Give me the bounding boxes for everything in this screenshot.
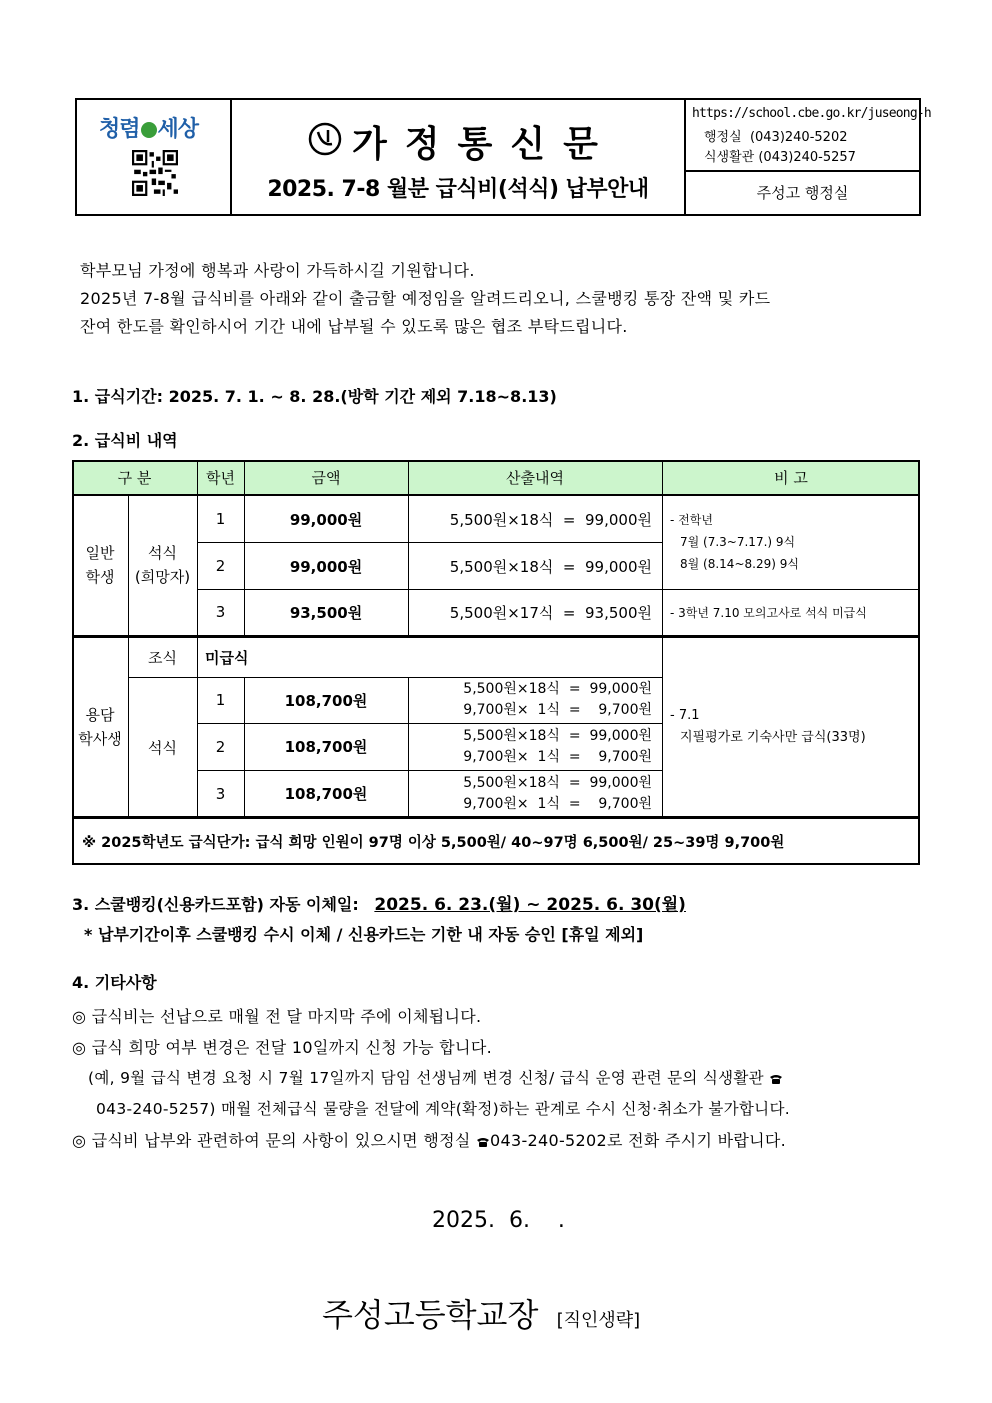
qr-code-icon[interactable]: [132, 150, 178, 196]
general-grade-1: 1: [215, 510, 226, 528]
general-calc-3: 5,500원×17식 = 93,500원: [449, 603, 652, 622]
section-4-item-2-sub-1: [88, 1066, 783, 1088]
dorm-students-label: 용담 학사생: [78, 706, 122, 748]
dorm-note: [662, 637, 920, 817]
dorm-grade-1: 1: [215, 691, 226, 709]
general-note-1-line-3: 8월 (8.14~8.29) 9식: [680, 557, 799, 571]
fee-table: [72, 460, 920, 865]
general-grade-3: 3: [215, 603, 226, 621]
section-4-item-1: ◎ 급식비는 선납으로 매월 전 달 마지막 주에 이체됩니다.: [72, 1007, 482, 1026]
header-box: [75, 98, 931, 216]
logo-text-right: 세상: [157, 116, 199, 142]
header-note: 비 고: [662, 460, 920, 495]
section-3-label: [72, 890, 686, 915]
contact-cell: [686, 100, 931, 172]
principal-signature: [322, 1290, 640, 1336]
dorm-breakfast-value: 미급식: [205, 648, 249, 667]
header-grade: 학년: [197, 460, 244, 495]
phone-icon: [769, 1074, 783, 1084]
intro-line-3: 잔여 한도를 확인하시어 기간 내에 납부될 수 있도록 많은 협조 부탁드립니다.: [80, 317, 628, 336]
title-cell: [232, 100, 686, 214]
dorm-amount-3: 108,700원: [284, 785, 368, 803]
section-3-note: * 납부기간이후 스쿨뱅킹 수시 이체 / 신용카드는 기한 내 자동 승인 [휴일 제외]: [84, 925, 644, 944]
logo-text-left: 청렴: [99, 116, 140, 142]
dorm-grade-2: 2: [215, 737, 226, 756]
section-4-item-2: ◎ 급식 희망 여부 변경은 전달 10일까지 신청 가능 합니다.: [72, 1038, 492, 1057]
dorm-dinner-label: 석식: [148, 738, 177, 757]
dorm-calc-3-line-2: 9,700원× 1식 = 9,700원: [463, 795, 652, 812]
general-amount-2: 99,000원: [289, 557, 363, 576]
dorm-calc-3-line-1: 5,500원×18식 = 99,000원: [463, 774, 652, 791]
intro-line-2: 2025년 7-8월 급식비를 아래와 같이 출금할 예정임을 알려드리오니, 스쿨뱅킹 통장 잔액 및 카드: [80, 289, 771, 308]
school-url-link[interactable]: https://school.cbe.go.kr/juseong-h: [692, 106, 931, 121]
office-phone: 행정실 (043)240-5202: [704, 130, 848, 145]
general-note-1-line-1: - 전학년: [670, 513, 713, 527]
principal-title: 주성고등학교장: [322, 1296, 539, 1334]
section-4-item-3: [72, 1128, 786, 1151]
dorm-amount-2: 108,700원: [284, 738, 368, 756]
seal-omitted: [직인생략]: [556, 1310, 641, 1331]
page-title: 가정통신문: [352, 124, 616, 165]
section-1-period: 1. 급식기간: 2025. 7. 1. ~ 8. 28.(방학 기간 제외 7.18~8.13): [72, 387, 557, 406]
auto-transfer-dates: 2025. 6. 23.(월) ~ 2025. 6. 30(월): [374, 895, 686, 915]
section-3-title: 3. 스쿨뱅킹(신용카드포함) 자동 이체일:: [72, 895, 359, 914]
dorm-note-line-1: - 7.1: [670, 708, 700, 723]
dorm-calc-2: [408, 723, 662, 770]
department-cell: 주성고 행정실: [756, 184, 849, 202]
section-4-item-2-sub-2: 043-240-5257) 매월 전체급식 물량을 전달에 계약(확정)하는 관계로 수시 신청·취소가 불가합니다.: [96, 1100, 790, 1118]
dorm-calc-1-line-2: 9,700원× 1식 = 9,700원: [463, 702, 652, 718]
general-dinner-label: 석식 (희망자): [134, 544, 191, 586]
logo-cell: [77, 100, 232, 214]
dorm-calc-2-line-1: 5,500원×18식 = 99,000원: [463, 727, 652, 744]
section-4-item-3-phone: 043-240-5202로 전화 주시기 바랍니다.: [490, 1131, 787, 1150]
general-calc-2: 5,500원×18식 = 99,000원: [449, 557, 652, 576]
dorm-amount-1: 108,700원: [284, 691, 368, 710]
dorm-grade-3: 3: [215, 784, 226, 803]
general-amount-1: 99,000원: [289, 510, 363, 529]
cafeteria-phone: 식생활관 (043)240-5257: [704, 150, 856, 165]
dorm-note-line-2: 지필평가로 기숙사만 급식(33명): [680, 730, 866, 745]
document-date: 2025. 6. .: [432, 1208, 565, 1233]
unit-price-footnote: ※ 2025학년도 급식단가: 급식 희망 인원이 97명 이상 5,500원/ 40~97명 6,500원/ 25~39명 9,700원: [82, 834, 785, 851]
section-4-title: 4. 기타사항: [72, 973, 157, 992]
school-emblem-icon: [308, 122, 342, 156]
general-calc-1: 5,500원×18식 = 99,000원: [449, 510, 652, 529]
dorm-calc-1: [408, 677, 662, 723]
intro-line-1: 학부모님 가정에 행복과 사랑이 가득하시길 기원합니다.: [80, 261, 475, 280]
logo-dot-icon: [141, 122, 157, 138]
phone-icon: [476, 1137, 490, 1147]
general-students-label: 일반 학생: [85, 544, 115, 586]
dorm-calc-1-line-1: 5,500원×18식 = 99,000원: [463, 681, 652, 697]
clean-world-logo: [99, 112, 198, 143]
section-2-title: 2. 급식비 내역: [72, 431, 178, 450]
header-calc: 산출내역: [408, 460, 662, 495]
page-subtitle: 2025. 7-8 월분 급식비(석식) 납부안내: [267, 177, 649, 202]
general-grade-2: 2: [215, 557, 226, 575]
dorm-calc-3: [408, 770, 662, 817]
general-note-1: [662, 495, 920, 589]
section-4-item-2-sub-1-text: (예, 9월 급식 변경 요청 시 7월 17일까지 담임 선생님께 변경 신청/ 급식 운영 관련 문의 식생활관: [88, 1069, 764, 1087]
header-amount: 금액: [244, 460, 408, 495]
section-4-item-3-text: ◎ 급식비 납부와 관련하여 문의 사항이 있으시면 행정실: [72, 1131, 471, 1150]
dorm-calc-2-line-2: 9,700원× 1식 = 9,700원: [463, 748, 652, 765]
dorm-breakfast-label: 조식: [148, 648, 177, 667]
general-amount-3: 93,500원: [289, 603, 363, 622]
header-category: 구 분: [72, 460, 197, 495]
general-note-1-line-2: 7월 (7.3~7.17.) 9식: [680, 535, 796, 549]
general-note-2: - 3학년 7.10 모의고사로 석식 미급식: [670, 605, 867, 620]
